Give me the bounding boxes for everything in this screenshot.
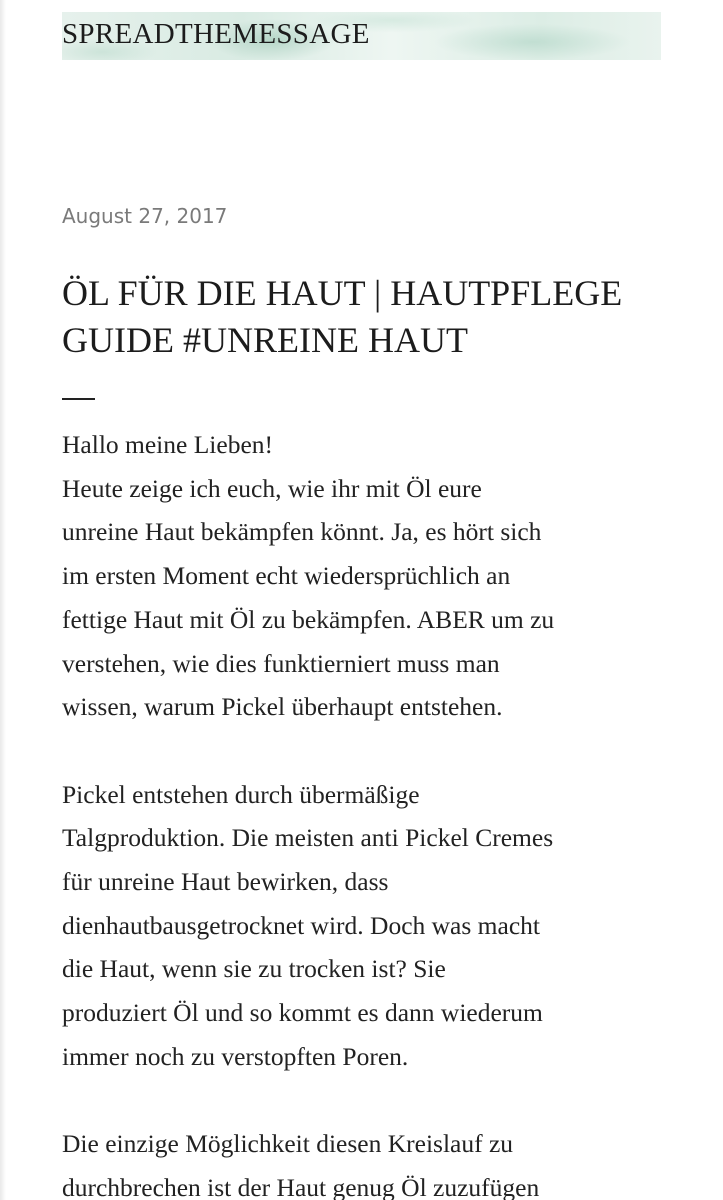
text-line: Talgproduktion. Die meisten anti Pickel Cremes (62, 823, 554, 853)
paragraph-solution (62, 1122, 702, 1200)
title-divider (62, 398, 95, 400)
text-line: durchbrechen ist der Haut genug Öl zuzufügen (62, 1172, 540, 1200)
text-line: Hallo meine Lieben! (62, 430, 273, 459)
post-title: ÖL FÜR DIE HAUT | HAUTPFLEGE GUIDE #UNREINE HAUT (62, 273, 623, 360)
page-edge-shadow (0, 0, 6, 1200)
text-line: produziert Öl und so kommt es dann wiederum (62, 998, 543, 1028)
site-header (62, 12, 661, 60)
paragraph-cause (62, 773, 702, 1079)
text-line: im ersten Moment echt wiedersprüchlich an (62, 561, 511, 591)
post-body (62, 423, 702, 1200)
text-line: die Haut, wenn sie zu trocken ist? Sie (62, 954, 446, 984)
text-line: immer noch zu verstopften Poren. (62, 1041, 409, 1071)
text-line: unreine Haut bekämpfen könnt. Ja, es hört sich (62, 517, 542, 547)
text-line: wissen, warum Pickel überhaupt entstehen. (62, 692, 503, 722)
site-title-link[interactable]: SPREADTHEMESSAGE (62, 18, 370, 50)
text-line: Die einzige Möglichkeit diesen Kreislauf zu (62, 1129, 514, 1159)
text-line: Heute zeige ich euch, wie ihr mit Öl eure (62, 473, 482, 503)
text-line: verstehen, wie dies funktierniert muss man (62, 648, 500, 678)
text-line: dienhautbausgetrocknet wird. Doch was macht (62, 910, 540, 940)
text-line: für unreine Haut bewirken, dass (62, 867, 389, 897)
text-line: Pickel entstehen durch übermäßige (62, 779, 420, 809)
post-date: August 27, 2017 (62, 204, 228, 228)
paragraph-intro (62, 423, 702, 729)
text-line: fettige Haut mit Öl zu bekämpfen. ABER um zu (62, 604, 555, 634)
